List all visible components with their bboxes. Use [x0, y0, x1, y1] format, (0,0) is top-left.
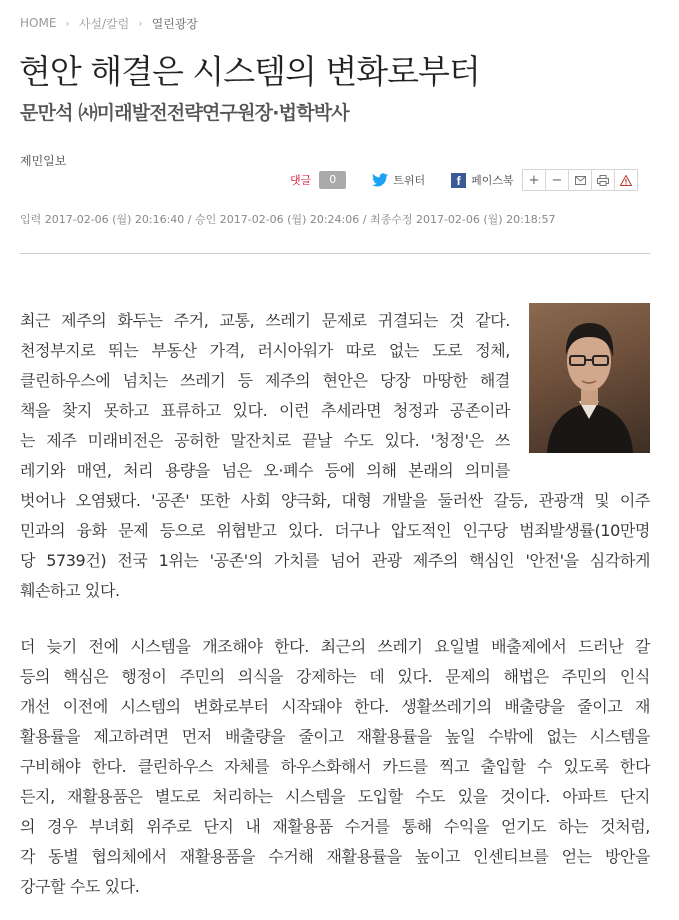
- paragraph-line: 는 제주 미래비전은 공허한 말잔치로 끝날 수도 있다. '청정'은 쓰: [20, 431, 510, 450]
- plus-icon: +: [528, 172, 540, 188]
- paragraph-line: 벗어나 오염됐다. '공존' 또한 사회 양극화, 대형 개발을 둘러싼 갈등, 관광객 및 이주: [20, 491, 650, 510]
- paragraph-line: 레기와 매연, 처리 용량을 넘은 오·폐수 등에 의해 본래의 의미를: [20, 461, 510, 480]
- facebook-icon: f: [451, 173, 466, 188]
- paragraph-line: 개선 이전에 시스템의 변화로부터 시작돼야 한다. 생활쓰레기의 배출량을 줄이고 재: [20, 697, 650, 716]
- paragraph-line: 각 동별 협의체에서 재활용품을 수거해 재활용률을 높이고 인센티브를 얻는 방안을: [20, 847, 650, 866]
- paragraph-line: 천정부지로 뛰는 부동산 가격, 러시아워가 따로 없는 도로 정체,: [20, 341, 510, 360]
- font-size-increase-button[interactable]: [522, 169, 546, 191]
- font-size-decrease-button[interactable]: [545, 169, 569, 191]
- print-icon: [597, 175, 609, 186]
- chevron-right-icon: ›: [65, 16, 70, 30]
- minus-icon: −: [551, 172, 563, 188]
- paragraph-line: 든지, 재활용품은 별도로 처리하는 시스템을 도입할 수도 있을 것이다. 아파트 단지: [20, 787, 650, 806]
- chevron-right-icon: ›: [138, 16, 143, 30]
- print-button[interactable]: [591, 169, 615, 191]
- paragraph-line: 더 늦기 전에 시스템을 개조해야 한다. 최근의 쓰레기 요일별 배출제에서 드러난 갈: [20, 637, 650, 656]
- article-source: 제민일보: [20, 154, 67, 168]
- article-subtitle: 문만석 ㈔미래발전전략연구원장·법학박사: [20, 102, 349, 124]
- article-paragraph-2: [20, 632, 650, 902]
- alert-icon: [620, 175, 632, 186]
- comment-count-badge: 0: [319, 171, 346, 189]
- breadcrumb-current[interactable]: 열린광장: [151, 16, 199, 31]
- paragraph-line: 강구할 수도 있다.: [20, 877, 140, 896]
- article-dates: 입력 2017-02-06 (월) 20:16:40 / 승인 2017-02-06 (월) 20:24:06 / 최종수정 2017-02-06 (월) 20:18:57: [20, 213, 556, 226]
- email-button[interactable]: [568, 169, 592, 191]
- breadcrumb: [20, 14, 198, 32]
- twitter-share-button[interactable]: [372, 172, 425, 188]
- paragraph-line: 의 경우 부녀회 위주로 단지 내 재활용품 수거를 통해 수익을 얻기도 하는 것처럼,: [20, 817, 650, 836]
- paragraph-line: 최근 제주의 화두는 주거, 교통, 쓰레기 문제로 귀결되는 것 같다.: [20, 311, 510, 330]
- report-button[interactable]: [614, 169, 638, 191]
- paragraph-line: 민과의 융화 문제 등으로 위협받고 있다. 더구나 압도적인 인구당 범죄발생률(10만명: [20, 521, 650, 540]
- breadcrumb-home[interactable]: HOME: [20, 16, 57, 30]
- breadcrumb-section[interactable]: 사설/칼럼: [78, 16, 130, 31]
- paragraph-line: 책을 찾지 못하고 표류하고 있다. 이런 추세라면 청정과 공존이라: [20, 401, 510, 420]
- article-paragraph-1: [20, 306, 650, 606]
- mail-icon: [575, 176, 586, 185]
- facebook-label: 페이스북: [471, 174, 514, 187]
- facebook-share-button[interactable]: [451, 172, 514, 188]
- twitter-icon: [372, 173, 388, 187]
- paragraph-line: 등의 핵심은 행정이 주민의 의식을 강제하는 데 있다. 문제의 해법은 주민의 인식: [20, 667, 650, 686]
- comment-label: 댓글: [290, 174, 312, 187]
- paragraph-line: 활용률을 제고하려면 먼저 배출량을 줄이고 재활용률을 높일 수밖에 없는 시스템을: [20, 727, 650, 746]
- paragraph-line: 당 5739건) 전국 1위는 '공존'의 가치를 넘어 관광 제주의 핵심인 '안전'을 심각하게: [20, 551, 650, 570]
- twitter-label: 트위터: [393, 174, 426, 187]
- share-bar: [290, 169, 514, 191]
- paragraph-line: 구비해야 한다. 클린하우스 자체를 하우스화해서 카드를 찍고 출입할 수 있도록 한다: [20, 757, 650, 776]
- paragraph-line: 클린하우스에 넘치는 쓰레기 등 제주의 현안은 당장 마땅한 해결: [20, 371, 510, 390]
- article-tools: [523, 169, 638, 191]
- article-title: 현안 해결은 시스템의 변화로부터: [19, 52, 480, 91]
- paragraph-line: 훼손하고 있다.: [20, 581, 120, 600]
- divider: [20, 253, 650, 254]
- comment-link[interactable]: [290, 171, 346, 189]
